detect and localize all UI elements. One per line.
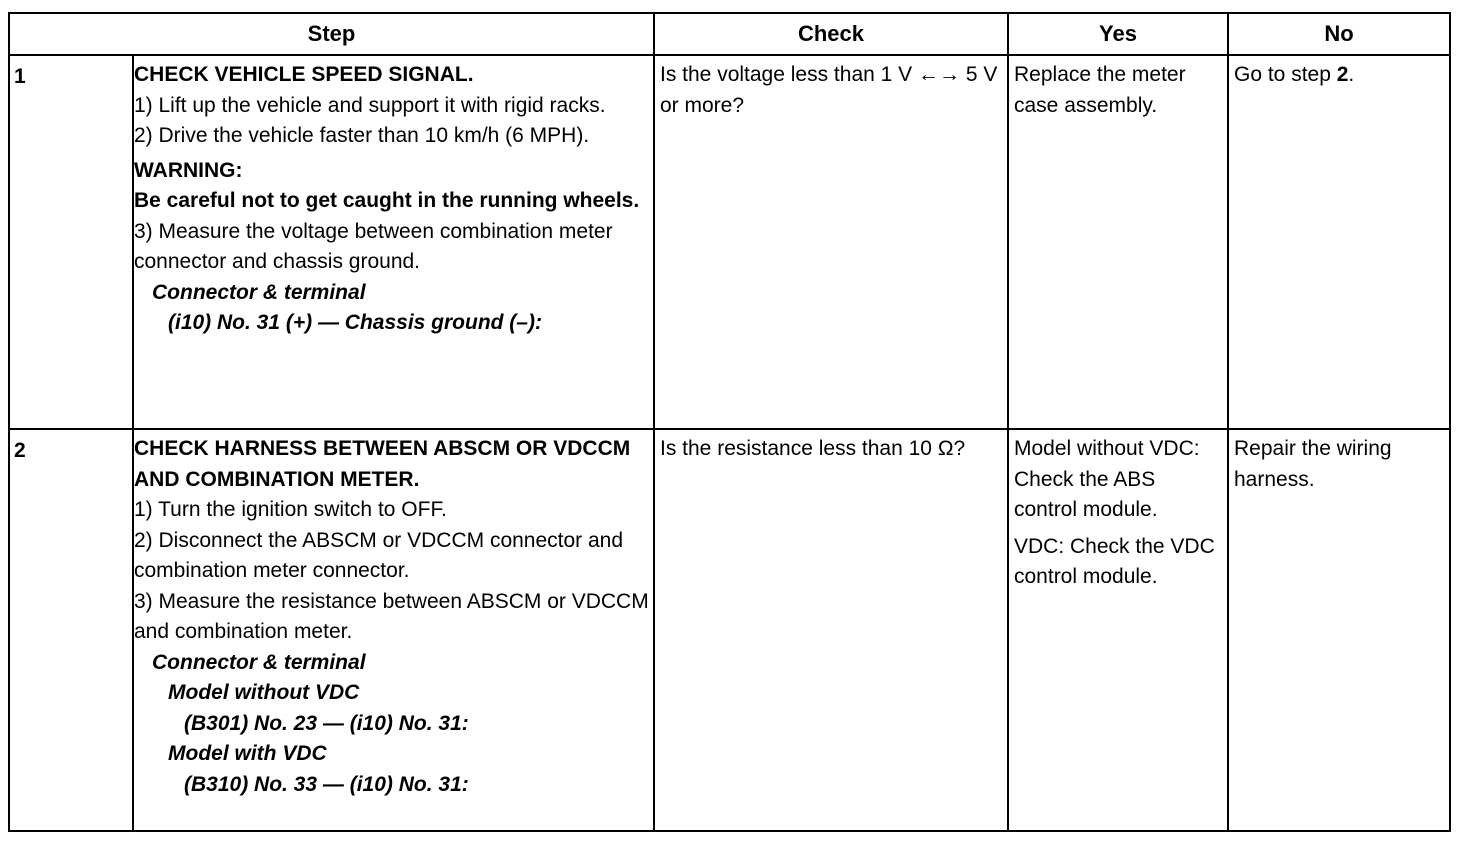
connector-label: Connector & terminal bbox=[152, 650, 366, 674]
instruction-line: 3) Measure the voltage between combination meter connector and chassis ground. bbox=[134, 219, 613, 273]
no-text bbox=[1229, 56, 1449, 91]
table-row-step-1 bbox=[9, 55, 1450, 429]
header-yes: Yes bbox=[1008, 13, 1228, 55]
step-number-cell bbox=[9, 429, 133, 831]
warning-text: Be careful not to get caught in the running wheels. bbox=[134, 189, 640, 212]
check-cell bbox=[654, 429, 1008, 831]
check-text: Is the voltage less than 1 V ←→ 5 V or more? bbox=[660, 63, 998, 117]
step-title: CHECK VEHICLE SPEED SIGNAL. bbox=[134, 63, 474, 86]
check-text: Is the resistance less than 10 Ω? bbox=[660, 437, 966, 460]
step-title: CHECK HARNESS BETWEEN ABSCM OR VDCCM AND COMBINATION METER. bbox=[134, 437, 631, 491]
no-text-suffix: . bbox=[1348, 63, 1355, 86]
instruction-line: 3) Measure the resistance between ABSCM or VDCCM and combination meter. bbox=[134, 589, 649, 643]
yes-text: Replace the meter case assembly. bbox=[1014, 63, 1186, 117]
terminal-spec: (B310) No. 33 — (i10) No. 31: bbox=[184, 772, 469, 796]
yes-cell bbox=[1008, 429, 1228, 831]
diagnostic-table bbox=[8, 12, 1451, 832]
header-step: Step bbox=[9, 13, 654, 55]
no-cell bbox=[1228, 55, 1450, 429]
instruction-line: 1) Turn the ignition switch to OFF. bbox=[134, 498, 447, 521]
check-cell bbox=[654, 55, 1008, 429]
warning-label: WARNING: bbox=[134, 158, 243, 182]
no-step-ref: 2 bbox=[1336, 63, 1349, 86]
step-description-cell bbox=[133, 429, 654, 831]
instruction-line: 1) Lift up the vehicle and support it with rigid racks. bbox=[134, 93, 606, 117]
yes-text: Model without VDC: Check the ABS control module. bbox=[1014, 437, 1200, 521]
no-text: Repair the wiring harness. bbox=[1234, 437, 1392, 491]
instruction-line: 2) Drive the vehicle faster than 10 km/h (6 MPH). bbox=[134, 124, 590, 147]
step-number-cell bbox=[9, 55, 133, 429]
step-number: 2 bbox=[14, 439, 26, 462]
header-row bbox=[9, 13, 1450, 55]
header-no: No bbox=[1228, 13, 1450, 55]
terminal-spec: (B301) No. 23 — (i10) No. 31: bbox=[184, 711, 469, 735]
connector-label: Connector & terminal bbox=[152, 280, 366, 304]
no-text-prefix: Go to step bbox=[1234, 63, 1337, 86]
model-without-vdc-label: Model without VDC bbox=[168, 681, 360, 704]
step-number: 1 bbox=[14, 65, 26, 88]
table-row-step-2 bbox=[9, 429, 1450, 831]
model-with-vdc-label: Model with VDC bbox=[168, 742, 327, 765]
no-cell bbox=[1228, 429, 1450, 831]
instruction-line: 2) Disconnect the ABSCM or VDCCM connector and combination meter connector. bbox=[134, 528, 624, 582]
step-description-cell bbox=[133, 55, 654, 429]
yes-text: VDC: Check the VDC control module. bbox=[1014, 534, 1215, 588]
terminal-spec: (i10) No. 31 (+) — Chassis ground (–): bbox=[168, 311, 542, 334]
header-check: Check bbox=[654, 13, 1008, 55]
yes-cell bbox=[1008, 55, 1228, 429]
